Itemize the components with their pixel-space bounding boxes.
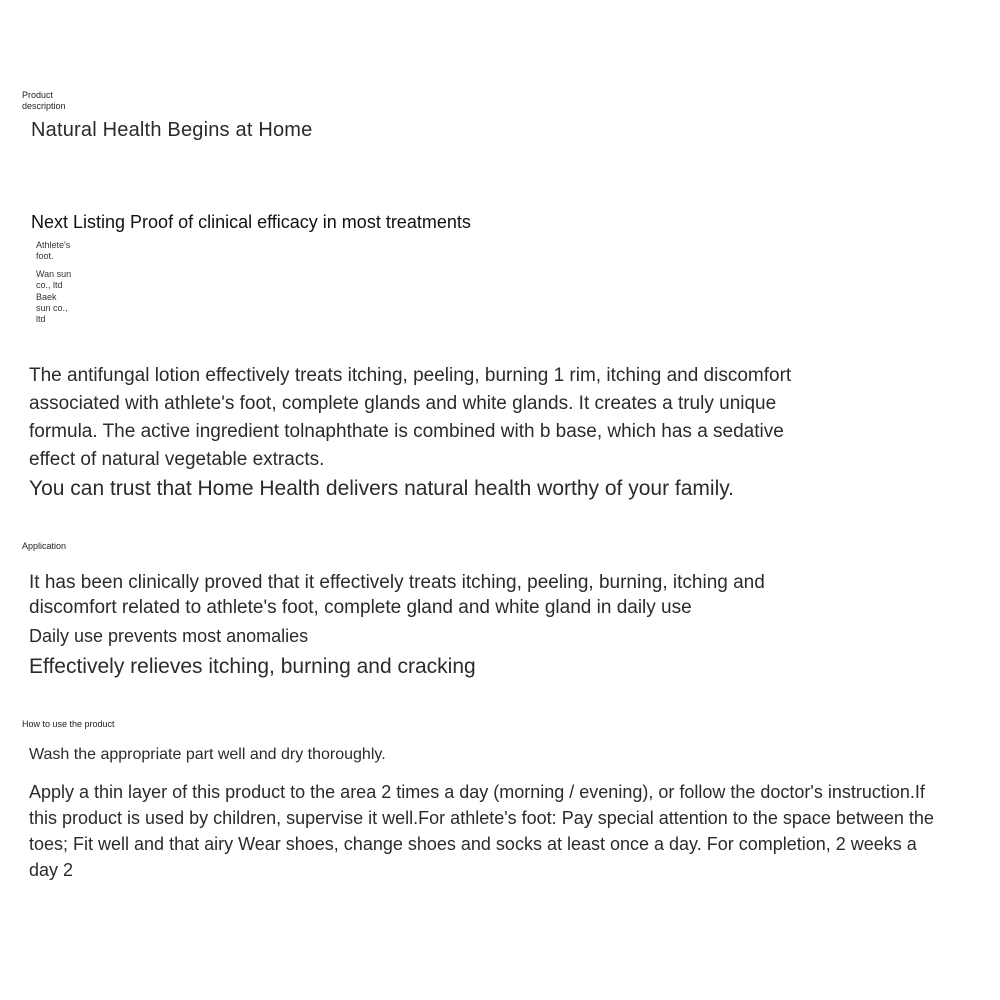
side-note-athletes-foot: Athlete's foot. xyxy=(36,240,71,261)
product-description-paragraph: The antifungal lotion effectively treats itching, peeling, burning 1 rim, itching and discomfort associated with athlete's foot, complete glands and white glands. It creates a truly unique formula. The active ingredient tolnaphthate is combined with b base, which has a sedative effect of natural vegetable extracts. xyxy=(29,365,792,470)
listing-title: Next Listing Proof of clinical efficacy in most treatments xyxy=(31,212,471,232)
wash-line: Wash the appropriate part well and dry thoroughly. xyxy=(29,746,386,763)
side-note-wan-sun: Wan sun co., ltd xyxy=(36,269,72,290)
side-note-baek-sun: Baek sun co., ltd xyxy=(36,292,68,324)
trust-line: You can trust that Home Health delivers natural health worthy of your family. xyxy=(29,477,735,500)
application-label: Application xyxy=(22,541,67,551)
how-to-use-label: How to use the product xyxy=(22,719,115,729)
daily-use-line: Daily use prevents most anomalies xyxy=(29,626,309,646)
how-to-use-paragraph: Apply a thin layer of this product to the area 2 times a day (morning / evening), or follow the doctor's instruction.If this product is used by children, supervise it well.For athlete's foot: Pay special attention to the space between the toes; Fit well and that airy Wear shoes, change shoes and socks at least once a day. For completion, 2 weeks a day 2 xyxy=(29,782,934,880)
product-description-label: Product description xyxy=(22,90,66,111)
page-title: Natural Health Begins at Home xyxy=(31,119,313,141)
application-paragraph: It has been clinically proved that it effectively treats itching, peeling, burning, itching and discomfort related to athlete's foot, complete gland and white gland in daily use xyxy=(29,572,765,618)
relief-line: Effectively relieves itching, burning and cracking xyxy=(29,655,476,678)
